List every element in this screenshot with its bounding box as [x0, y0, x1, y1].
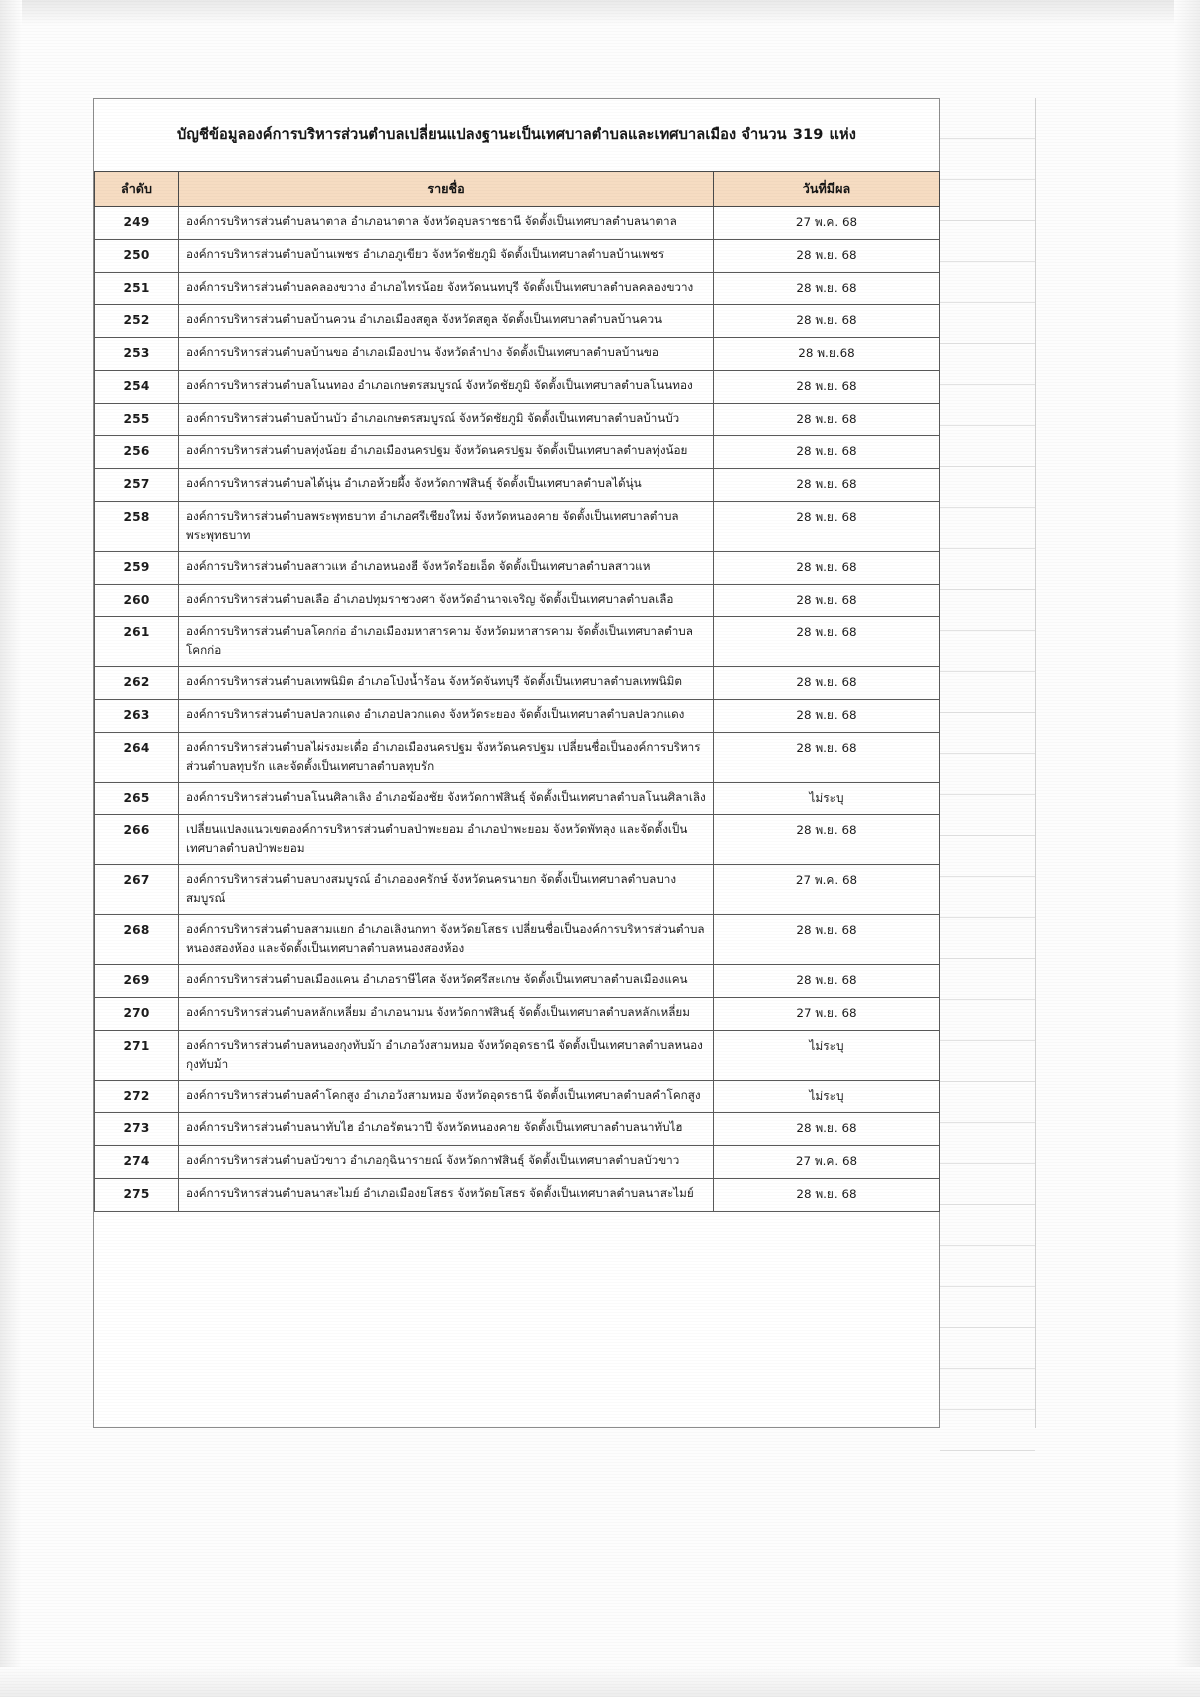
table-row [95, 207, 940, 240]
cell-name: เปลี่ยนแปลงแนวเขตองค์การบริหารส่วนตำบลป่าพะยอม อำเภอป่าพะยอม จังหวัดพัทลุง และจัดตั้งเป็นเทศบาลตำบลป่าพะยอม [179, 815, 714, 865]
scan-edge-bottom [0, 1667, 1200, 1697]
cell-seq: 252 [95, 305, 179, 338]
cell-name: องค์การบริหารส่วนตำบลสาวแห อำเภอหนองฮี จังหวัดร้อยเอ็ด จัดตั้งเป็นเทศบาลตำบลสาวแห [179, 551, 714, 584]
cell-seq: 250 [95, 239, 179, 272]
cell-seq: 259 [95, 551, 179, 584]
empty-side-cell [940, 918, 1035, 959]
cell-date: 28 พ.ย. 68 [714, 667, 940, 700]
empty-side-cell [940, 1000, 1035, 1041]
empty-side-cell [940, 1205, 1035, 1246]
cell-date: 28 พ.ย. 68 [714, 732, 940, 782]
organization-listing-table [94, 171, 940, 1212]
cell-date: 28 พ.ย. 68 [714, 551, 940, 584]
page-title-suffix: แห่ง [829, 126, 856, 144]
cell-seq: 265 [95, 782, 179, 815]
empty-side-cell [940, 713, 1035, 754]
cell-name: องค์การบริหารส่วนตำบลบ้านบัว อำเภอเกษตรสมบูรณ์ จังหวัดชัยภูมิ จัดตั้งเป็นเทศบาลตำบลบ้านบัว [179, 403, 714, 436]
column-header-date: วันที่มีผล [714, 172, 940, 207]
cell-name: องค์การบริหารส่วนตำบลหลักเหลี่ยม อำเภอนามน จังหวัดกาฬสินธุ์ จัดตั้งเป็นเทศบาลตำบลหลักเหลี่ยม [179, 997, 714, 1030]
table-row [95, 782, 940, 815]
cell-date: 28 พ.ย. 68 [714, 584, 940, 617]
cell-name: องค์การบริหารส่วนตำบลโคกก่อ อำเภอเมืองมหาสารคาม จังหวัดมหาสารคาม จัดตั้งเป็นเทศบาลตำบลโคกก่อ [179, 617, 714, 667]
empty-side-cell [940, 1164, 1035, 1205]
cell-seq: 264 [95, 732, 179, 782]
cell-name: องค์การบริหารส่วนตำบลเทพนิมิต อำเภอโป่งน้ำร้อน จังหวัดจันทบุรี จัดตั้งเป็นเทศบาลตำบลเทพนิมิต [179, 667, 714, 700]
cell-seq: 261 [95, 617, 179, 667]
cell-date: 28 พ.ย. 68 [714, 370, 940, 403]
cell-name: องค์การบริหารส่วนตำบลได้นุ่น อำเภอห้วยผึ้ง จังหวัดกาฬสินธุ์ จัดตั้งเป็นเทศบาลตำบลได้นุ่น [179, 469, 714, 502]
table-body [95, 207, 940, 1212]
empty-side-cell [940, 139, 1035, 180]
scan-edge-left [0, 0, 22, 1697]
empty-side-cell [940, 467, 1035, 508]
empty-side-cell [940, 1328, 1035, 1369]
cell-date: 28 พ.ย. 68 [714, 700, 940, 733]
empty-side-cell [940, 180, 1035, 221]
table-row [95, 667, 940, 700]
empty-side-cell [940, 672, 1035, 713]
empty-side-column [940, 98, 1036, 1428]
empty-side-cell [940, 1369, 1035, 1410]
cell-name: องค์การบริหารส่วนตำบลสามแยก อำเภอเลิงนกทา จังหวัดยโสธร เปลี่ยนชื่อเป็นองค์การบริหารส่วนตำบลหนองสองห้อง และจัดตั้งเป็นเทศบาลตำบลหนองสองห้อง [179, 915, 714, 965]
cell-name: องค์การบริหารส่วนตำบลโนนทอง อำเภอเกษตรสมบูรณ์ จังหวัดชัยภูมิ จัดตั้งเป็นเทศบาลตำบลโนนทอง [179, 370, 714, 403]
cell-date: ไม่ระบุ [714, 782, 940, 815]
cell-seq: 268 [95, 915, 179, 965]
empty-side-cell [940, 508, 1035, 549]
document-frame [93, 98, 940, 1428]
cell-name: องค์การบริหารส่วนตำบลเมืองแคน อำเภอราษีไศล จังหวัดศรีสะเกษ จัดตั้งเป็นเทศบาลตำบลเมืองแคน [179, 965, 714, 998]
cell-name: องค์การบริหารส่วนตำบลบ้านควน อำเภอเมืองสตูล จังหวัดสตูล จัดตั้งเป็นเทศบาลตำบลบ้านควน [179, 305, 714, 338]
empty-side-cell [940, 1287, 1035, 1328]
table-row [95, 815, 940, 865]
table-row [95, 338, 940, 371]
table-row [95, 1178, 940, 1211]
cell-seq: 274 [95, 1146, 179, 1179]
cell-name: องค์การบริหารส่วนตำบลทุ่งน้อย อำเภอเมืองนครปฐม จังหวัดนครปฐม จัดตั้งเป็นเทศบาลตำบลทุ่งน้อย [179, 436, 714, 469]
cell-seq: 249 [95, 207, 179, 240]
cell-date: 28 พ.ย. 68 [714, 1178, 940, 1211]
cell-seq: 266 [95, 815, 179, 865]
table-row [95, 997, 940, 1030]
cell-date: 28 พ.ย.68 [714, 338, 940, 371]
cell-date: 27 พ.ย. 68 [714, 997, 940, 1030]
cell-name: องค์การบริหารส่วนตำบลคลองขวาง อำเภอไทรน้อย จังหวัดนนทบุรี จัดตั้งเป็นเทศบาลตำบลคลองขวาง [179, 272, 714, 305]
table-header-row [95, 172, 940, 207]
cell-seq: 275 [95, 1178, 179, 1211]
cell-date: 27 พ.ค. 68 [714, 865, 940, 915]
table-row [95, 501, 940, 551]
cell-date: ไม่ระบุ [714, 1030, 940, 1080]
cell-date: 28 พ.ย. 68 [714, 815, 940, 865]
cell-name: องค์การบริหารส่วนตำบลบ้านเพชร อำเภอภูเขียว จังหวัดชัยภูมิ จัดตั้งเป็นเทศบาลตำบลบ้านเพชร [179, 239, 714, 272]
table-row [95, 370, 940, 403]
cell-name: องค์การบริหารส่วนตำบลนาสะไมย์ อำเภอเมืองยโสธร จังหวัดยโสธร จัดตั้งเป็นเทศบาลตำบลนาสะไมย์ [179, 1178, 714, 1211]
cell-name: องค์การบริหารส่วนตำบลบัวขาว อำเภอกุฉินารายณ์ จังหวัดกาฬสินธุ์ จัดตั้งเป็นเทศบาลตำบลบัวขาว [179, 1146, 714, 1179]
empty-side-cell [940, 262, 1035, 303]
empty-side-cell [940, 754, 1035, 795]
empty-side-cell [940, 1410, 1035, 1451]
table-row [95, 305, 940, 338]
table-row [95, 272, 940, 305]
cell-date: 28 พ.ย. 68 [714, 965, 940, 998]
cell-date: ไม่ระบุ [714, 1080, 940, 1113]
empty-side-cell [940, 426, 1035, 467]
cell-name: องค์การบริหารส่วนตำบลคำโคกสูง อำเภอวังสามหมอ จังหวัดอุดรธานี จัดตั้งเป็นเทศบาลตำบลคำโคกสูง [179, 1080, 714, 1113]
cell-date: 28 พ.ย. 68 [714, 501, 940, 551]
cell-date: 28 พ.ย. 68 [714, 915, 940, 965]
cell-name: องค์การบริหารส่วนตำบลเลือ อำเภอปทุมราชวงศา จังหวัดอำนาจเจริญ จัดตั้งเป็นเทศบาลตำบลเลือ [179, 584, 714, 617]
empty-side-cell [940, 959, 1035, 1000]
table-row [95, 965, 940, 998]
cell-seq: 254 [95, 370, 179, 403]
table-row [95, 700, 940, 733]
empty-side-cell [940, 98, 1035, 139]
empty-side-cell [940, 1246, 1035, 1287]
table-row [95, 1146, 940, 1179]
cell-date: 28 พ.ย. 68 [714, 469, 940, 502]
cell-seq: 272 [95, 1080, 179, 1113]
cell-seq: 263 [95, 700, 179, 733]
cell-name: องค์การบริหารส่วนตำบลพระพุทธบาท อำเภอศรีเชียงใหม่ จังหวัดหนองคาย จัดตั้งเป็นเทศบาลตำบลพระพุทธบาท [179, 501, 714, 551]
cell-name: องค์การบริหารส่วนตำบลนาทับไฮ อำเภอรัตนวาปี จังหวัดหนองคาย จัดตั้งเป็นเทศบาลตำบลนาทับไฮ [179, 1113, 714, 1146]
table-row [95, 436, 940, 469]
page-title-prefix: บัญชีข้อมูลองค์การบริหารส่วนตำบลเปลี่ยนแปลงฐานะเป็นเทศบาลตำบลและเทศบาลเมือง จำนวน [177, 126, 787, 144]
cell-date: 27 พ.ค. 68 [714, 1146, 940, 1179]
page-title [177, 125, 856, 145]
cell-seq: 256 [95, 436, 179, 469]
cell-date: 28 พ.ย. 68 [714, 617, 940, 667]
empty-side-cell [940, 549, 1035, 590]
empty-side-cell [940, 877, 1035, 918]
table-row [95, 915, 940, 965]
empty-side-cell [940, 1082, 1035, 1123]
cell-date: 28 พ.ย. 68 [714, 239, 940, 272]
table-row [95, 584, 940, 617]
table-row [95, 732, 940, 782]
cell-date: 28 พ.ย. 68 [714, 305, 940, 338]
page-title-count: 319 [792, 126, 824, 144]
table-row [95, 551, 940, 584]
title-band [94, 99, 939, 171]
table-row [95, 1113, 940, 1146]
cell-seq: 269 [95, 965, 179, 998]
scan-edge-top [0, 0, 1200, 26]
cell-name: องค์การบริหารส่วนตำบลปลวกแดง อำเภอปลวกแดง จังหวัดระยอง จัดตั้งเป็นเทศบาลตำบลปลวกแดง [179, 700, 714, 733]
cell-date: 28 พ.ย. 68 [714, 272, 940, 305]
empty-side-cell [940, 795, 1035, 836]
empty-side-cell [940, 590, 1035, 631]
scan-edge-right [1174, 0, 1200, 1697]
cell-seq: 260 [95, 584, 179, 617]
empty-side-cell [940, 836, 1035, 877]
table-row [95, 1030, 940, 1080]
empty-side-cell [940, 344, 1035, 385]
empty-side-cell [940, 303, 1035, 344]
cell-seq: 258 [95, 501, 179, 551]
empty-side-cell [940, 1041, 1035, 1082]
table-row [95, 239, 940, 272]
empty-side-cell [940, 221, 1035, 262]
cell-seq: 271 [95, 1030, 179, 1080]
empty-side-cell [940, 385, 1035, 426]
cell-seq: 262 [95, 667, 179, 700]
cell-name: องค์การบริหารส่วนตำบลไผ่รงมะเดื่อ อำเภอเมืองนครปฐม จังหวัดนครปฐม เปลี่ยนชื่อเป็นองค์การบริหารส่วนตำบลทุบรัก และจัดตั้งเป็นเทศบาลตำบลทุบรัก [179, 732, 714, 782]
cell-date: 28 พ.ย. 68 [714, 403, 940, 436]
cell-name: องค์การบริหารส่วนตำบลหนองกุงทับม้า อำเภอวังสามหมอ จังหวัดอุดรธานี จัดตั้งเป็นเทศบาลตำบลหนองกุงทับม้า [179, 1030, 714, 1080]
cell-date: 27 พ.ค. 68 [714, 207, 940, 240]
cell-seq: 267 [95, 865, 179, 915]
cell-seq: 251 [95, 272, 179, 305]
cell-seq: 255 [95, 403, 179, 436]
table-row [95, 865, 940, 915]
cell-seq: 270 [95, 997, 179, 1030]
table-row [95, 617, 940, 667]
cell-seq: 253 [95, 338, 179, 371]
cell-name: องค์การบริหารส่วนตำบลบางสมบูรณ์ อำเภอองครักษ์ จังหวัดนครนายก จัดตั้งเป็นเทศบาลตำบลบางสมบูรณ์ [179, 865, 714, 915]
cell-seq: 257 [95, 469, 179, 502]
cell-date: 28 พ.ย. 68 [714, 1113, 940, 1146]
cell-date: 28 พ.ย. 68 [714, 436, 940, 469]
empty-side-cell [940, 1123, 1035, 1164]
table-row [95, 403, 940, 436]
cell-name: องค์การบริหารส่วนตำบลนาตาล อำเภอนาตาล จังหวัดอุบลราชธานี จัดตั้งเป็นเทศบาลตำบลนาตาล [179, 207, 714, 240]
column-header-seq: ลำดับ [95, 172, 179, 207]
table-row [95, 469, 940, 502]
empty-side-cell [940, 631, 1035, 672]
cell-name: องค์การบริหารส่วนตำบลโนนศิลาเลิง อำเภอฆ้องชัย จังหวัดกาฬสินธุ์ จัดตั้งเป็นเทศบาลตำบลโนนศิลาเลิง [179, 782, 714, 815]
column-header-name: รายชื่อ [179, 172, 714, 207]
cell-seq: 273 [95, 1113, 179, 1146]
table-row [95, 1080, 940, 1113]
cell-name: องค์การบริหารส่วนตำบลบ้านขอ อำเภอเมืองปาน จังหวัดลำปาง จัดตั้งเป็นเทศบาลตำบลบ้านขอ [179, 338, 714, 371]
